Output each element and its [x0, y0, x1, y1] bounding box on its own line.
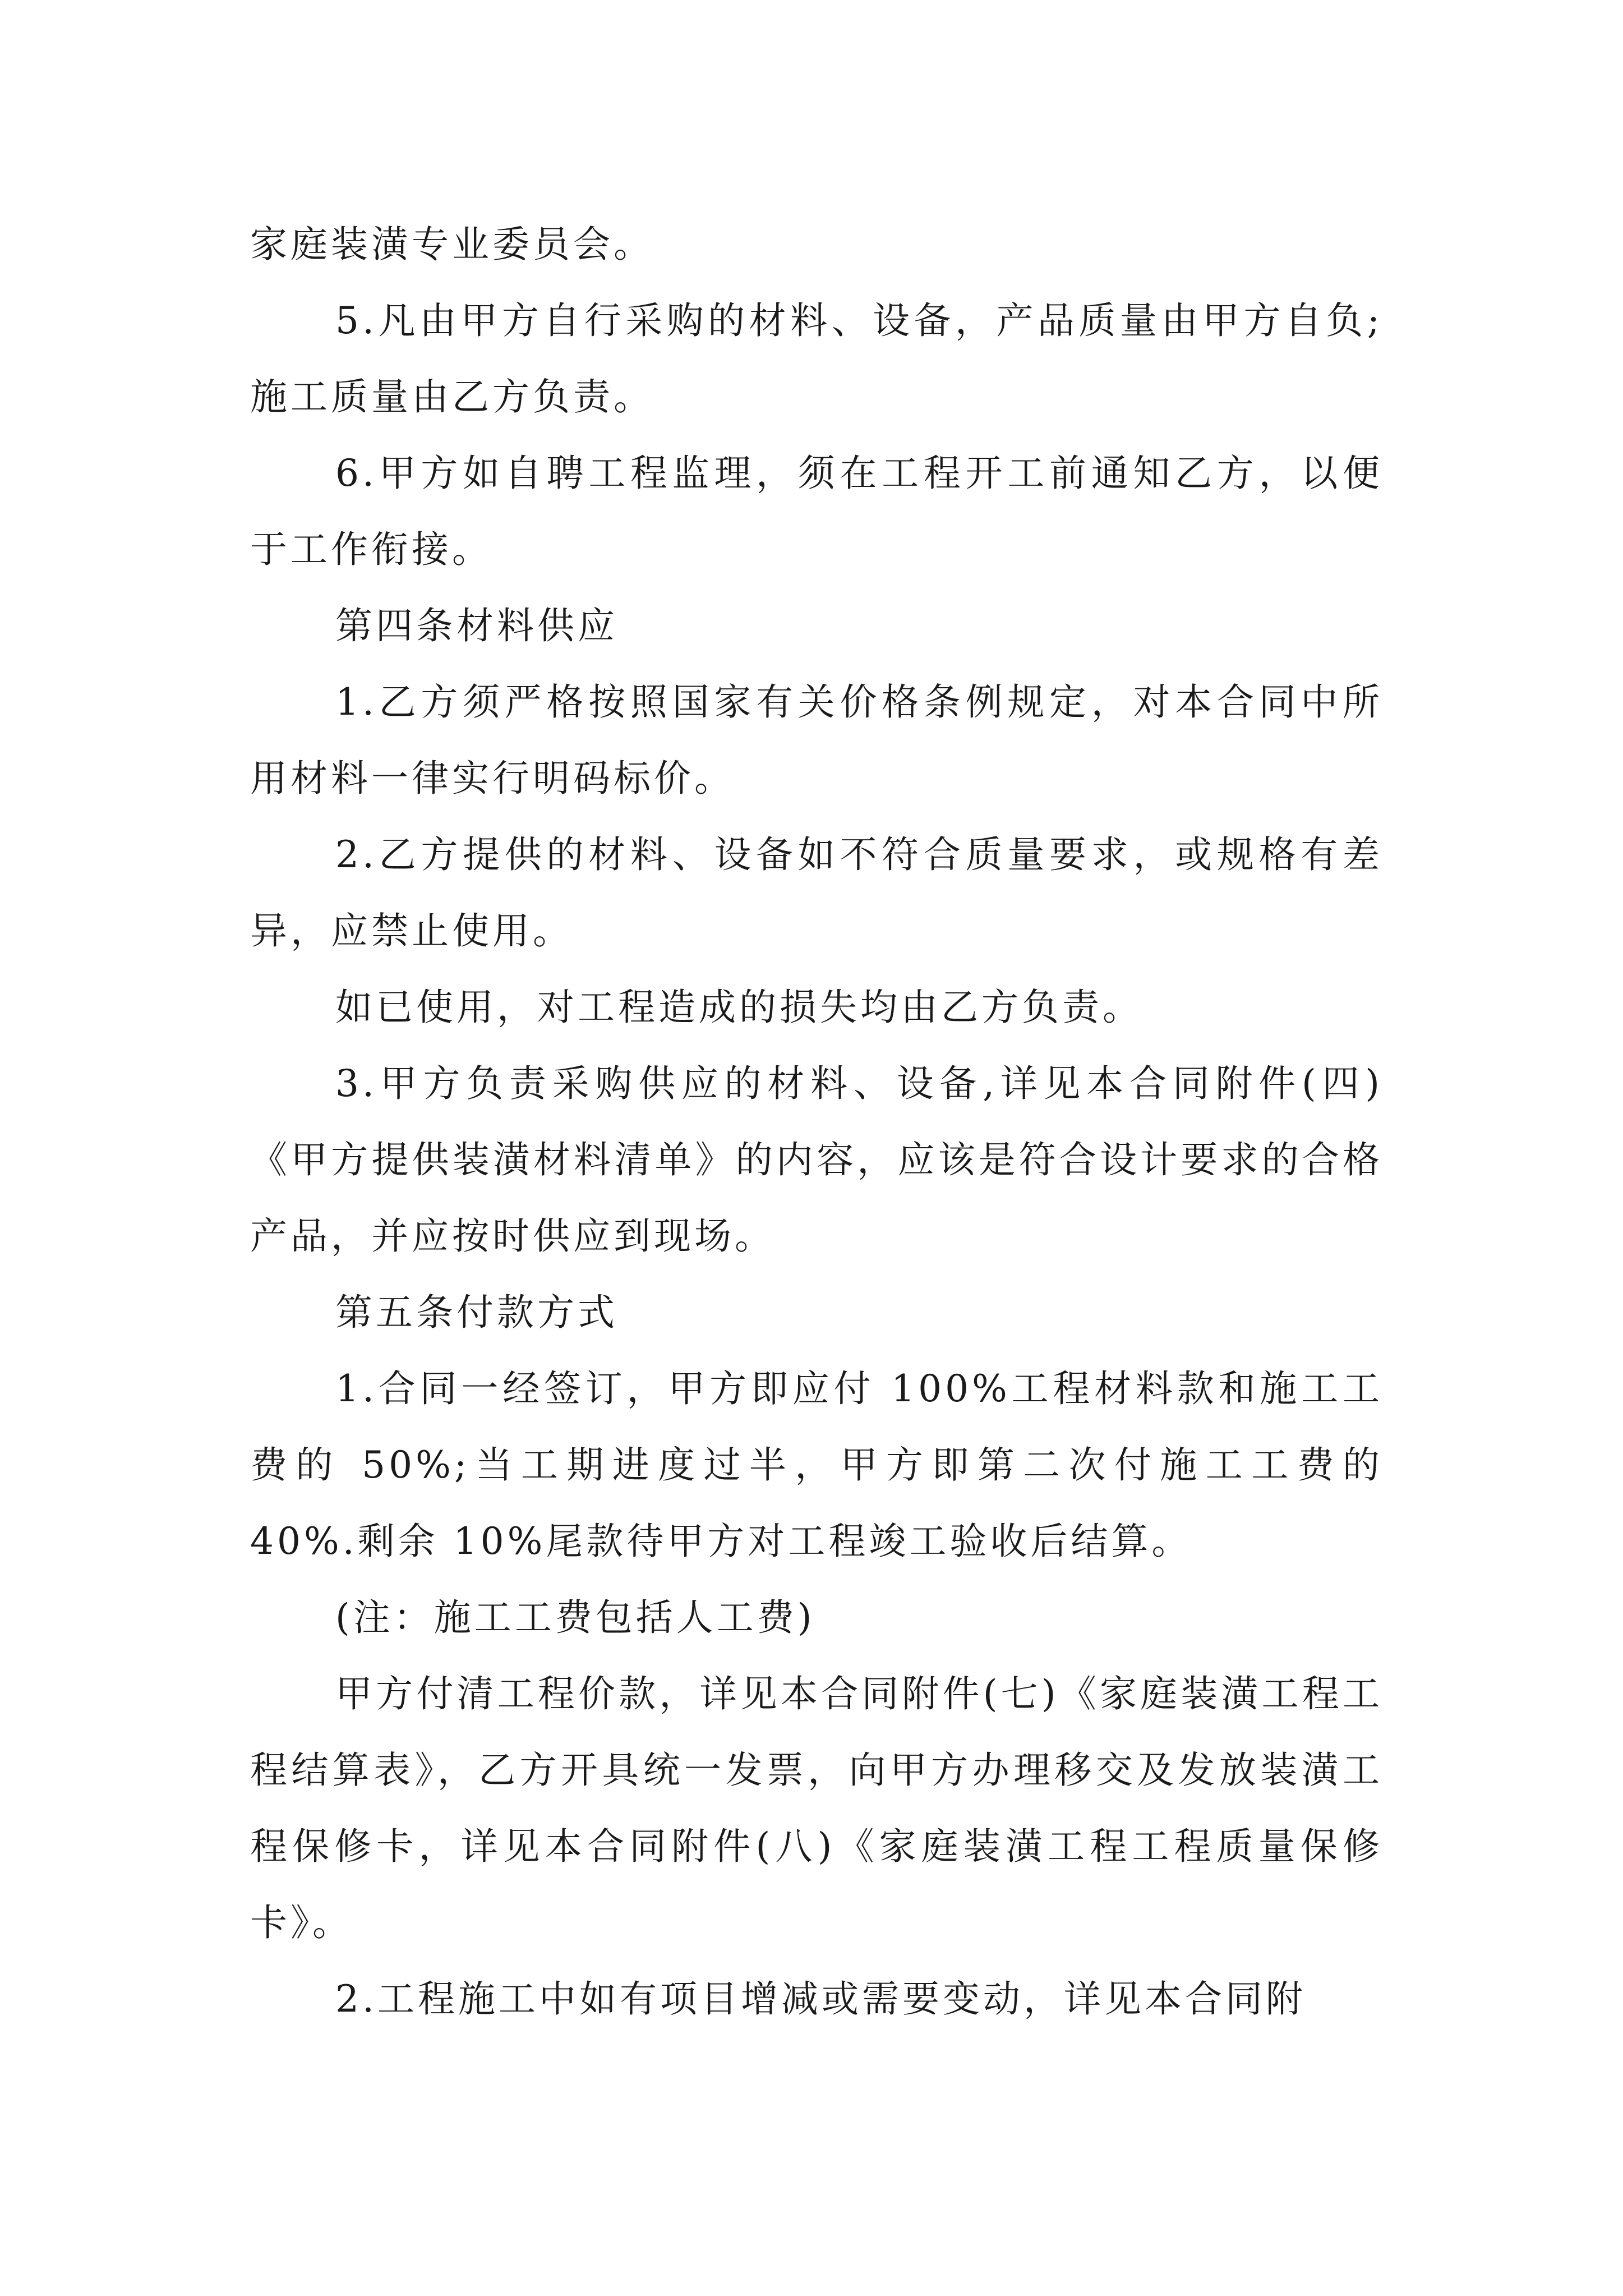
paragraph: 6.甲方如自聘工程监理，须在工程开工前通知乙方，以便于工作衔接。: [250, 452, 1383, 571]
note-paragraph: (注：施工工费包括人工费): [335, 1596, 815, 1639]
paragraph: 5.凡由甲方自行采购的材料、设备，产品质量由甲方自负;施工质量由乙方负责。: [250, 299, 1383, 418]
paragraph: 1.合同一经签订，甲方即应付 100%工程材料款和施工工费的 50%;当工期进度过半，甲方即第二次付施工工费的 40%.剩余 10%尾款待甲方对工程竣工验收后结算。: [250, 1367, 1383, 1563]
paragraph: 3.甲方负责采购供应的材料、设备,详见本合同附件(四)《甲方提供装潢材料清单》的内容，应该是符合设计要求的合格产品，并应按时供应到现场。: [250, 1062, 1383, 1258]
paragraph: 如已使用，对工程造成的损失均由乙方负责。: [335, 986, 1143, 1029]
paragraph: 2.乙方提供的材料、设备如不符合质量要求，或规格有差异，应禁止使用。: [250, 833, 1383, 953]
section-heading: 第五条付款方式: [335, 1291, 618, 1334]
paragraph: 1.乙方须严格按照国家有关价格条例规定，对本合同中所用材料一律实行明码标价。: [250, 680, 1383, 800]
paragraph: 2.工程施工中如有项目增减或需要变动，详见本合同附: [335, 1977, 1306, 2021]
document-body: [250, 206, 1383, 2037]
paragraph: 甲方付清工程价款，详见本合同附件(七)《家庭装潢工程工程结算表》，乙方开具统一发票，向甲方办理移交及发放装潢工程保修卡，详见本合同附件(八)《家庭装潢工程工程质量保修卡》。: [250, 1672, 1383, 1944]
section-heading: 第四条材料供应: [335, 604, 618, 647]
paragraph: 家庭装潢专业委员会。: [250, 223, 654, 266]
